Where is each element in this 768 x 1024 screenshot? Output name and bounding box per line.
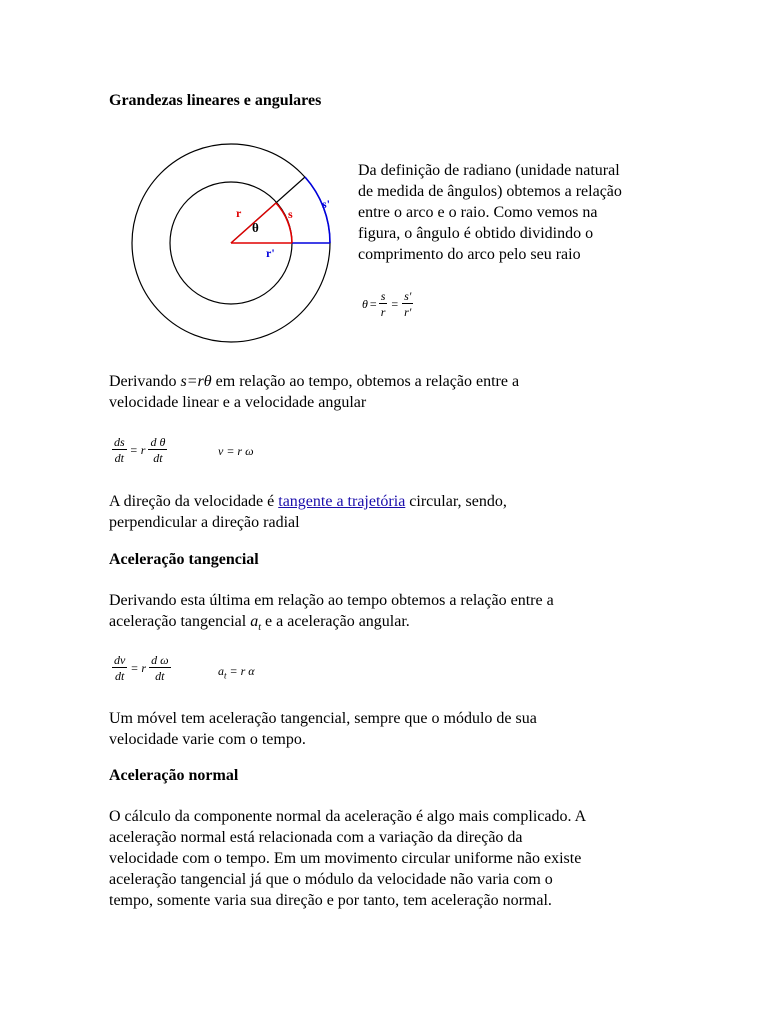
denominator: dt bbox=[153, 450, 163, 465]
concentric-circles-figure bbox=[128, 140, 360, 350]
text-line: figura, o ângulo é obtido dividindo o bbox=[358, 225, 594, 242]
label-r-prime: r' bbox=[266, 246, 275, 260]
text-line: Da definição de radiano (unidade natural bbox=[358, 162, 620, 179]
text-span: A direção da velocidade é bbox=[109, 493, 279, 510]
formula-eq: = bbox=[369, 296, 377, 311]
text-line: Um móvel tem aceleração tangencial, sempre que o módulo de sua bbox=[109, 710, 537, 727]
text-line: entre o arco e o raio. Como vemos na bbox=[358, 204, 598, 221]
denominator: dt bbox=[114, 450, 124, 465]
text-line bbox=[109, 371, 669, 392]
numerator: dv bbox=[114, 652, 126, 667]
text-line: aceleração tangencial já que o módulo da velocidade não varia com o bbox=[109, 871, 553, 888]
label-theta: θ bbox=[252, 220, 259, 235]
text-line: velocidade com o tempo. Em um movimento circular uniforme não existe bbox=[109, 850, 582, 867]
text-span: aceleração tangencial bbox=[109, 613, 251, 630]
at-equals-r-alpha-formula bbox=[218, 664, 255, 680]
denominator: dt bbox=[155, 668, 165, 683]
text-line: perpendicular a direção radial bbox=[109, 514, 300, 531]
text-line: de medida de ângulos) obtemos a relação bbox=[358, 183, 622, 200]
v-equals-r-omega-formula: v = r ω bbox=[218, 444, 254, 458]
formula-rest: = r α bbox=[226, 664, 255, 678]
velocity-derivative-formula bbox=[112, 432, 167, 468]
denominator: dt bbox=[114, 668, 125, 683]
text-line: O cálculo da componente normal da aceleração é algo mais complicado. A bbox=[109, 808, 587, 825]
section-title-grandezas: Grandezas lineares e angulares bbox=[109, 92, 322, 109]
section-title-tangencial: Aceleração tangencial bbox=[109, 551, 259, 568]
text-span: em relação ao tempo, obtemos a relação entre a bbox=[211, 373, 520, 390]
formula-eq: = r bbox=[130, 660, 147, 675]
fraction-ds-dt bbox=[112, 436, 127, 465]
formula-theta: θ bbox=[362, 296, 368, 311]
fraction-dv-dt bbox=[112, 654, 127, 683]
formula-a: a bbox=[218, 664, 224, 678]
inline-math-sub-t: t bbox=[258, 622, 262, 634]
acceleration-derivative-formula bbox=[112, 650, 171, 686]
numerator: d ω bbox=[151, 652, 169, 667]
label-s-prime: s' bbox=[322, 197, 331, 211]
fraction-sprime-rprime bbox=[402, 290, 413, 319]
fraction-domega-dt bbox=[149, 654, 170, 683]
direction-paragraph bbox=[109, 491, 669, 533]
normal-paragraph bbox=[109, 806, 709, 911]
inline-math-s-r-theta: s=rθ bbox=[180, 373, 212, 390]
text-line: aceleração normal está relacionada com a variação da direção da bbox=[109, 829, 523, 846]
theta-formula bbox=[362, 286, 413, 322]
text-span: Derivando bbox=[109, 373, 181, 390]
inline-math-a: a bbox=[250, 613, 259, 630]
label-r: r bbox=[236, 206, 242, 220]
numerator: s bbox=[380, 288, 386, 303]
section-title-normal: Aceleração normal bbox=[109, 767, 239, 784]
formula-eq: = r bbox=[129, 442, 146, 457]
text-span: circular, sendo, bbox=[405, 493, 507, 510]
tangential-note-paragraph bbox=[109, 708, 689, 750]
tangente-link[interactable]: tangente a trajetória bbox=[278, 493, 406, 510]
formula-sub-t: t bbox=[224, 670, 227, 681]
text-line: comprimento do arco pelo seu raio bbox=[358, 246, 581, 263]
derive-paragraph bbox=[109, 371, 669, 413]
numerator: s' bbox=[404, 288, 412, 303]
text-line: velocidade varie com o tempo. bbox=[109, 731, 306, 748]
text-line: Derivando esta última em relação ao tempo obtemos a relação entre a bbox=[109, 592, 554, 609]
label-s: s bbox=[288, 207, 293, 221]
numerator: d θ bbox=[150, 434, 166, 449]
text-span: e a aceleração angular. bbox=[261, 613, 410, 630]
denominator: r bbox=[380, 304, 386, 319]
formula-eq: = bbox=[391, 296, 399, 311]
text-line bbox=[109, 491, 669, 512]
fraction-s-r bbox=[379, 290, 388, 319]
numerator: ds bbox=[114, 434, 125, 449]
text-line: tempo, somente varia sua direção e por tanto, tem aceleração normal. bbox=[109, 892, 552, 909]
tangential-paragraph bbox=[109, 590, 689, 638]
text-line bbox=[109, 611, 689, 638]
radian-definition-paragraph bbox=[358, 160, 678, 265]
denominator: r' bbox=[404, 304, 412, 319]
text-line: velocidade linear e a velocidade angular bbox=[109, 394, 367, 411]
fraction-dtheta-dt bbox=[148, 436, 167, 465]
